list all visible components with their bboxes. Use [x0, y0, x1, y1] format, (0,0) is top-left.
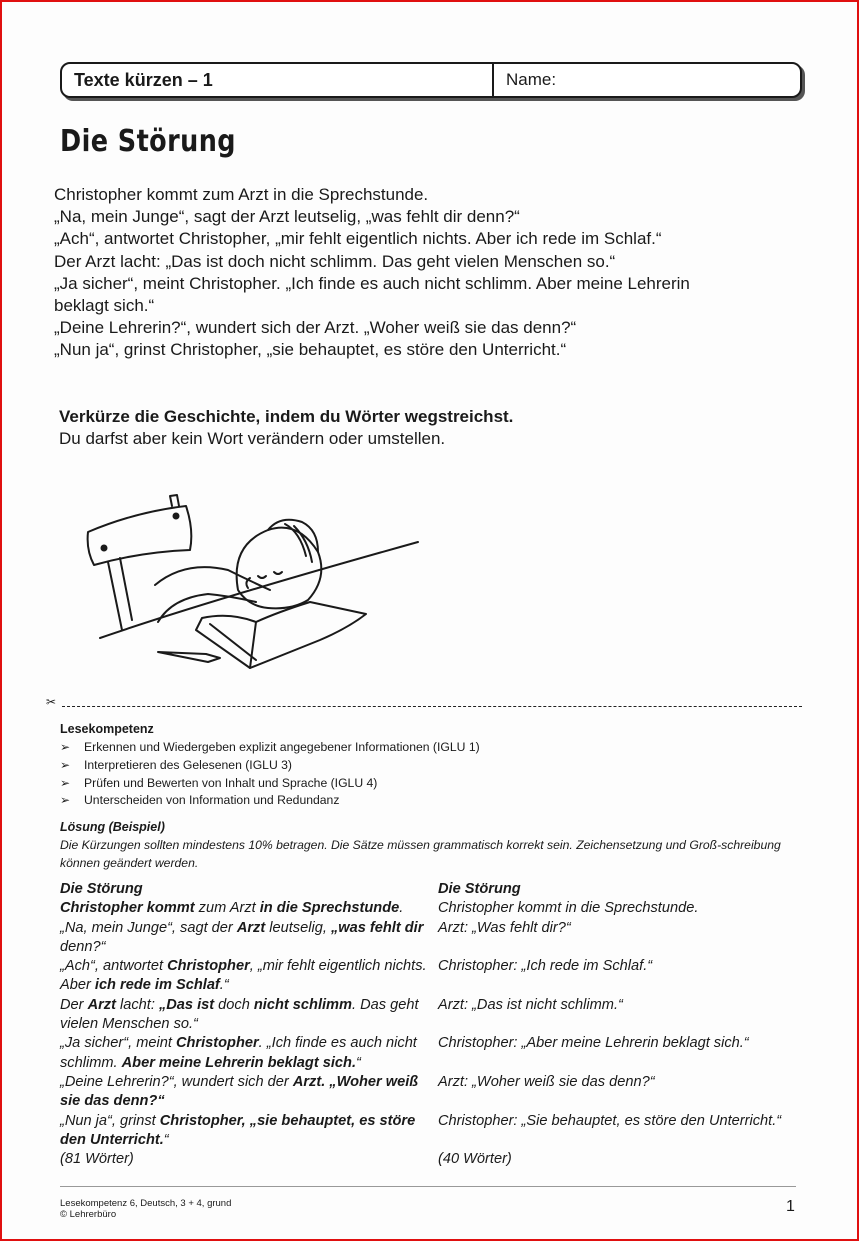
solution-row: „Ja sicher“, meint Christopher. „Ich finde es auch nicht schlimm. Aber meine Lehrerin beklagt sich.“	[60, 1035, 417, 1071]
story-line: „Nun ja“, grinst Christopher, „sie behauptet, es störe den Unterricht.“	[54, 340, 567, 360]
arrow-bullet-icon: ➢	[60, 740, 71, 754]
worksheet-header	[60, 62, 802, 98]
list-item: ➢ Erkennen und Wiedergeben explizit angegebener Informationen (IGLU 1)	[60, 739, 480, 757]
word-count: (81 Wörter)	[60, 1151, 134, 1168]
story-line: „Na, mein Junge“, sagt der Arzt leutselig, „was fehlt dir denn?“	[54, 207, 520, 227]
solution-row: Arzt: „Was fehlt dir?“	[438, 919, 571, 936]
solution-row: Arzt: „Woher weiß sie das denn?“	[438, 1073, 655, 1090]
list-item: ➢ Interpretieren des Gelesenen (IGLU 3)	[60, 757, 480, 775]
arrow-bullet-icon: ➢	[60, 793, 71, 808]
solution-row: Christopher kommt zum Arzt in die Sprechstunde.	[60, 900, 404, 917]
solution-row: Christopher: „Sie behauptet, es störe den Unterricht.“	[438, 1112, 782, 1129]
worksheet-title: Texte kürzen – 1	[62, 64, 494, 96]
solution-row: Arzt: „Das ist nicht schlimm.“	[438, 996, 623, 1013]
solution-row: „Ach“, antwortet Christopher, „mir fehlt eigentlich nichts. Aber ich rede im Schlaf.“	[60, 958, 427, 994]
solution-row: Christopher: „Aber meine Lehrerin beklagt sich.“	[438, 1035, 749, 1052]
story-line: „Ach“, antwortet Christopher, „mir fehlt eigentlich nichts. Aber ich rede im Schlaf.“	[54, 229, 662, 249]
lesekompetenz-list	[60, 739, 480, 810]
solution-text: Die Kürzungen sollten mindestens 10% betragen. Die Sätze müssen grammatisch korrekt sein. Zeichensetzung und Groß-schreibung können geändert werden.	[60, 838, 781, 870]
task-instruction: Verkürze die Geschichte, indem du Wörter wegstreichst.	[59, 407, 514, 426]
solution-row: Christopher: „Ich rede im Schlaf.“	[438, 958, 653, 975]
solution-row: „Deine Lehrerin?“, wundert sich der Arzt. „Woher weiß sie das denn?“	[60, 1073, 419, 1110]
name-field-label: Name:	[506, 70, 557, 89]
arrow-bullet-icon: ➢	[60, 775, 71, 790]
story-text	[54, 184, 754, 362]
solution-title: Lösung (Beispiel)	[60, 820, 165, 834]
solution-original-column	[60, 880, 430, 1169]
list-item: ➢ Unterscheiden von Information und Redundanz	[60, 792, 480, 810]
story-line: Der Arzt lacht: „Das ist doch nicht schlimm. Das geht vielen Menschen so.“	[54, 251, 616, 271]
solution-row: Christopher kommt in die Sprechstunde.	[438, 900, 699, 917]
solution-row: „Na, mein Junge“, sagt der Arzt leutselig, „was fehlt dir denn?“	[60, 919, 424, 955]
cut-line	[46, 695, 802, 714]
sleeping-boy-illustration	[80, 490, 420, 675]
footer-divider	[60, 1186, 796, 1187]
list-item: ➢ Prüfen und Bewerten von Inhalt und Sprache (IGLU 4)	[60, 775, 480, 793]
page-number: 1	[786, 1198, 795, 1215]
column-title: Die Störung	[60, 881, 143, 897]
arrow-bullet-icon: ➢	[60, 757, 71, 772]
story-line: „Ja sicher“, meint Christopher. „Ich finde es auch nicht schlimm. Aber meine Lehrerin	[54, 273, 690, 293]
column-title: Die Störung	[438, 881, 521, 897]
scissors-icon: ✂	[46, 695, 57, 709]
solution-row: Der Arzt lacht: „Das ist doch nicht schlimm. Das geht vielen Menschen so.“	[60, 996, 419, 1033]
task-note: Du darfst aber kein Wort verändern oder umstellen.	[59, 429, 446, 448]
story-line: Christopher kommt zum Arzt in die Sprechstunde.	[54, 185, 429, 204]
dashed-divider	[62, 706, 802, 707]
footer-credits: Lesekompetenz 6, Deutsch, 3 + 4, grund © Lehrerbüro	[60, 1198, 232, 1220]
story-line: beklagt sich.“	[54, 296, 155, 316]
task-block	[59, 406, 513, 450]
lesekompetenz-title: Lesekompetenz	[60, 722, 154, 736]
story-title: Die Störung	[60, 124, 236, 159]
solution-short-column	[438, 880, 808, 1169]
solution-row: „Nun ja“, grinst Christopher, „sie behauptet, es störe den Unterricht.“	[60, 1112, 416, 1148]
word-count: (40 Wörter)	[438, 1151, 512, 1168]
story-line: „Deine Lehrerin?“, wundert sich der Arzt. „Woher weiß sie das denn?“	[54, 318, 577, 338]
